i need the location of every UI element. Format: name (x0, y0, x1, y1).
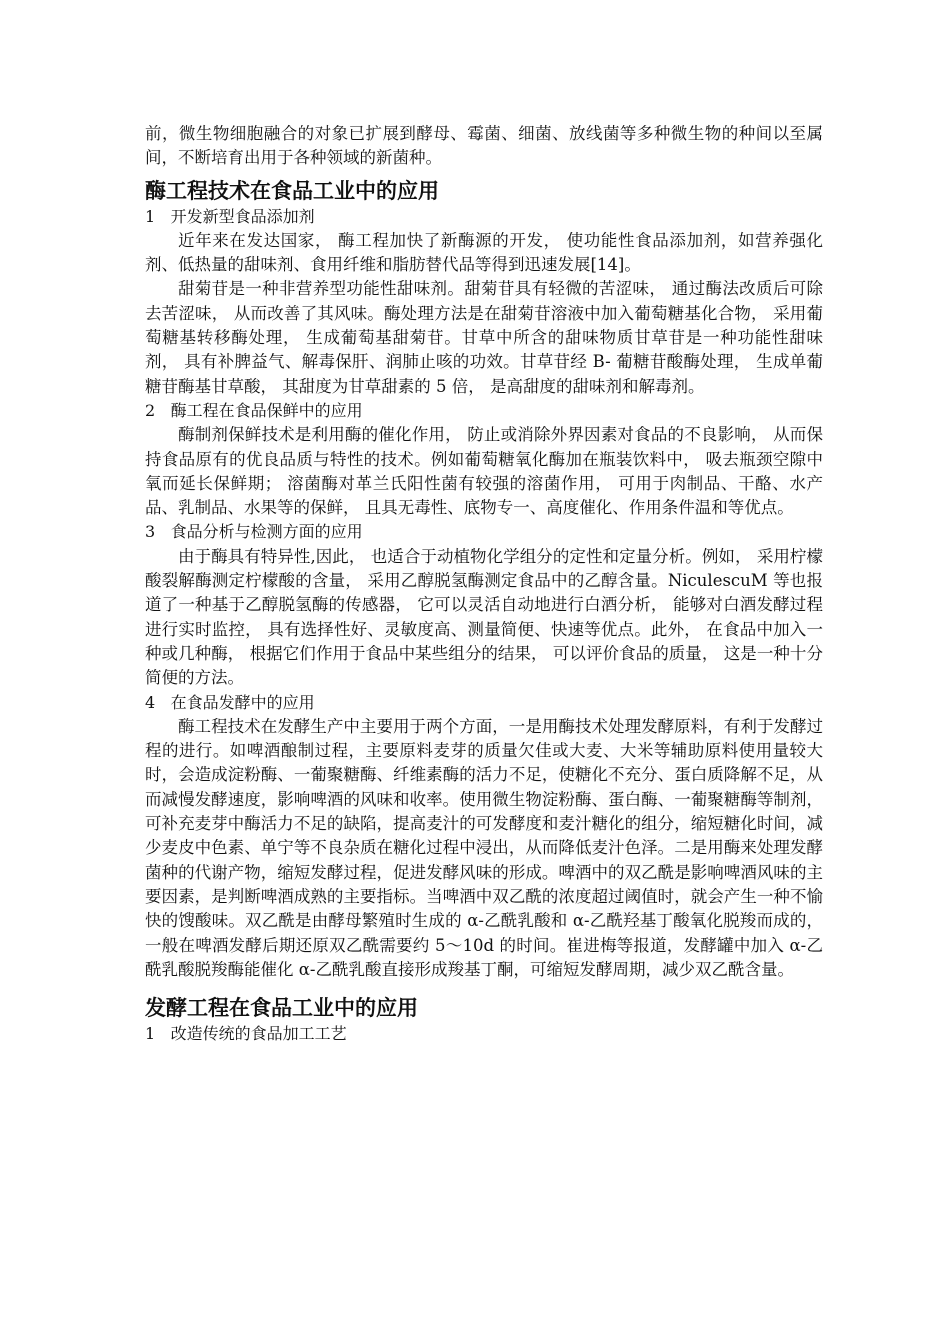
paragraph: 酶制剂保鲜技术是利用酶的催化作用， 防止或消除外界因素对食品的不良影响， 从而保持食品原有的优良品质与特性的技术。例如葡萄糖氧化酶加在瓶装饮料中， 吸去瓶颈空隙中氧而延长保鲜期； 溶菌酶对革兰氏阳性菌有较强的溶菌作用， 可用于肉制品、干酪、水产品、乳制品、水果等的保鲜， 且具无毒性、底物专一、高度催化、作用条件温和等优点。 (145, 425, 823, 518)
paragraph: 甜菊苷是一种非营养型功能性甜味剂。甜菊苷具有轻微的苦涩味， 通过酶法改质后可除去苦涩味， 从而改善了其风味。酶处理方法是在甜菊苷溶液中加入葡萄糖基化合物， 采用葡萄糖基转移酶处理， 生成葡萄基甜菊苷。甘草中所含的甜味物质甘草苷是一种功能性甜味剂， 具有补脾益气、解毒保肝、润肺止咳的功效。甘草苷经 B- 葡糖苷酸酶处理， 生成单葡糖苷酶基甘草酸， 其甜度为甘草甜素的 5 倍， 是高甜度的甜味剂和解毒剂。 (145, 279, 823, 396)
subheading-number: 4 (145, 692, 156, 712)
subheading-title: 酶工程在食品保鲜中的应用 (170, 400, 363, 420)
section-heading-enzyme-engineering: 酶工程技术在食品工业中的应用 (145, 178, 439, 203)
paragraph: 酶工程技术在发酵生产中主要用于两个方面，一是用酶技术处理发酵原料，有利于发酵过程的进行。如啤酒酿制过程，主要原料麦芽的质量欠佳或大麦、大米等辅助原料使用量较大时，会造成淀粉酶、一葡聚糖酶、纤维素酶的活力不足，使糖化不充分、蛋白质降解不足，从而减慢发酵速度，影响啤酒的风味和收率。使用微生物淀粉酶、蛋白酶、一葡聚糖酶等制剂，可补充麦芽中酶活力不足的缺陷，提高麦汁的可发酵度和麦汁糖化的组分，缩短糖化时间，减少麦皮中色素、单宁等不良杂质在糖化过程中浸出，从而降低麦汁色泽。二是用酶来处理发酵菌种的代谢产物，缩短发酵过程，促进发酵风味的形成。啤酒中的双乙酰是影响啤酒风味的主要因素，是判断啤酒成熟的主要指标。当啤酒中双乙酰的浓度超过阈值时，就会产生一种不愉快的馊酸味。双乙酰是由酵母繁殖时生成的 α-乙酰乳酸和 α-乙酰羟基丁酸氧化脱羧而成的，一般在啤酒发酵后期还原双乙酰需要约 5～10d 的时间。崔进梅等报道，发酵罐中加入 α-乙酰乳酸脱羧酶能催化 α-乙酰乳酸直接形成羧基丁酮，可缩短发酵周期，减少双乙酰含量。 (145, 716, 823, 979)
paragraph: 近年来在发达国家， 酶工程加快了新酶源的开发， 使功能性食品添加剂，如营养强化剂、低热量的甜味剂、食用纤维和脂肪替代品等得到迅速发展[14]。 (145, 230, 823, 275)
intro-paragraph: 前，微生物细胞融合的对象已扩展到酵母、霉菌、细菌、放线菌等多种微生物的种间以至属间，不断培育出用于各种领域的新菌种。 (145, 124, 823, 168)
subheading-number: 1 (145, 206, 156, 226)
paragraph: 由于酶具有特异性,因此， 也适合于动植物化学组分的定性和定量分析。例如， 采用柠檬酸裂解酶测定柠檬酸的含量， 采用乙醇脱氢酶测定食品中的乙醇含量。NiculescuM 等也报道了一种基于乙醇脱氢酶的传感器， 它可以灵活自动地进行白酒分析， 能够对白酒发酵过程进行实时监控， 具有选择性好、灵敏度高、测量简便、快速等优点。此外， 在食品中加入一种或几种酶， 根据它们作用于食品中某些组分的结果， 可以评价食品的质量， 这是一种十分简便的方法。 (145, 546, 823, 688)
subheading-number: 1 (145, 1024, 156, 1044)
section-heading-fermentation-engineering: 发酵工程在食品工业中的应用 (145, 996, 418, 1021)
subheading-number: 3 (145, 522, 156, 542)
subheading-1 (145, 205, 823, 229)
subheading-title: 在食品发酵中的应用 (170, 692, 315, 712)
subheading-3 (145, 520, 823, 544)
subheading-title: 开发新型食品添加剂 (170, 206, 315, 226)
document-page (145, 122, 823, 1046)
subheading-4 (145, 691, 823, 715)
subheading-title: 食品分析与检测方面的应用 (170, 522, 363, 542)
subheading-number: 2 (145, 400, 156, 420)
subheading-title: 改造传统的食品加工工艺 (170, 1024, 347, 1044)
subheading-1 (145, 1022, 823, 1046)
subheading-2 (145, 399, 823, 423)
